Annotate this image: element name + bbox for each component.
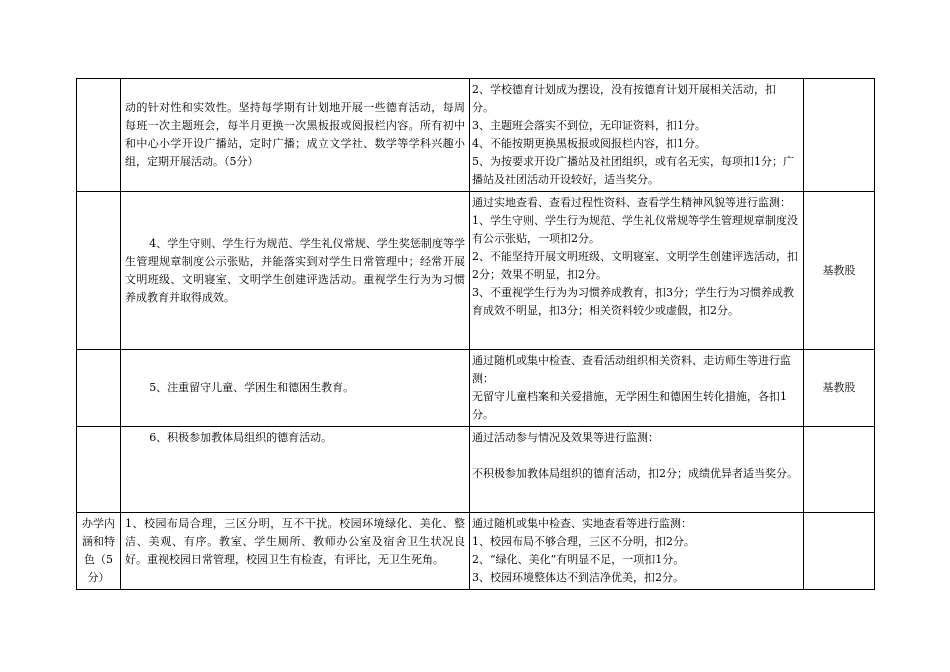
dept-cell [804, 79, 875, 192]
evaluation-table [76, 78, 875, 590]
dept-cell [804, 427, 875, 513]
dept-cell [804, 513, 875, 590]
rule-cell: 2、学校德育计划成为摆设，没有按德育计划开展相关活动，扣 分。 3、主题班会落实不到位，无印证资料，扣1分。 4、不能按期更换黑板报或阅报栏内容，扣1分。 5、为按要求开设广播站及社团组织，或有名无实，每项扣1分；广播站及社团活动开设较好，适当奖分。 [470, 79, 804, 192]
category-cell: 办学内涵和特色（5分） [77, 513, 121, 590]
rule-cell: 通过实地查看、查看过程性资料、查看学生精神风貌等进行监测： 1、学生守则、学生行为规范、学生礼仪常规等学生管理规章制度没有公示张贴，一项扣2分。 2、不能坚持开展文明班级、文明寝室、文明学生创建评选活动，扣2分；效果不明显，扣2分。 3、不重视学生行为为习惯养成教育，扣3分；学生行为习惯养成教育成效不明显，扣3分；相关资料较少或虚假，扣2分。 [470, 192, 804, 350]
rule-cell: 通过随机或集中检查、查看活动组织相关资料、走访师生等进行监测： 无留守儿童档案和关爱措施，无学困生和德困生转化措施，各扣1分。 [470, 350, 804, 427]
dept-cell: 基教股 [804, 350, 875, 427]
category-cell [77, 350, 121, 427]
category-cell [77, 192, 121, 350]
criteria-cell: 1、校园布局合理，三区分明，互不干扰。校园环境绿化、美化、整洁、美观、有序。教室、学生厕所、教师办公室及宿舍卫生状况良好。重视校园日常管理，校园卫生有检查，有评比，无卫生死角。 [121, 513, 470, 590]
rule-cell: 通过活动参与情况及效果等进行监测： 不积极参加教体局组织的德育活动，扣2分；成绩优异者适当奖分。 [470, 427, 804, 513]
criteria-cell: 4、学生守则、学生行为规范、学生礼仪常规、学生奖惩制度等学生管理规章制度公示张贴，并能落实到对学生日常管理中；经常开展文明班级、文明寝室、文明学生创建评选活动。重视学生行为为习惯养成教育并取得成效。 [121, 192, 470, 350]
table-row [77, 513, 875, 590]
category-cell [77, 79, 121, 192]
criteria-cell: 6、积极参加教体局组织的德育活动。 [121, 427, 470, 513]
table-row [77, 192, 875, 350]
dept-cell: 基教股 [804, 192, 875, 350]
criteria-cell: 动的针对性和实效性。坚持每学期有计划地开展一些德育活动，每周每班一次主题班会，每半月更换一次黑板报或阅报栏内容。所有初中和中心小学开设广播站，定时广播；成立文学社、数学等学科兴趣小组，定期开展活动。（5分） [121, 79, 470, 192]
category-cell [77, 427, 121, 513]
criteria-cell: 5、注重留守儿童、学困生和德困生教育。 [121, 350, 470, 427]
table-row [77, 79, 875, 192]
table-row [77, 350, 875, 427]
table-row [77, 427, 875, 513]
rule-cell: 通过随机或集中检查、实地查看等进行监测： 1、校园布局不够合理，三区不分明，扣2分。 2、“绿化、美化”有明显不足，一项扣1分。 3、校园环境整体达不到洁净优美，扣2分。 [470, 513, 804, 590]
